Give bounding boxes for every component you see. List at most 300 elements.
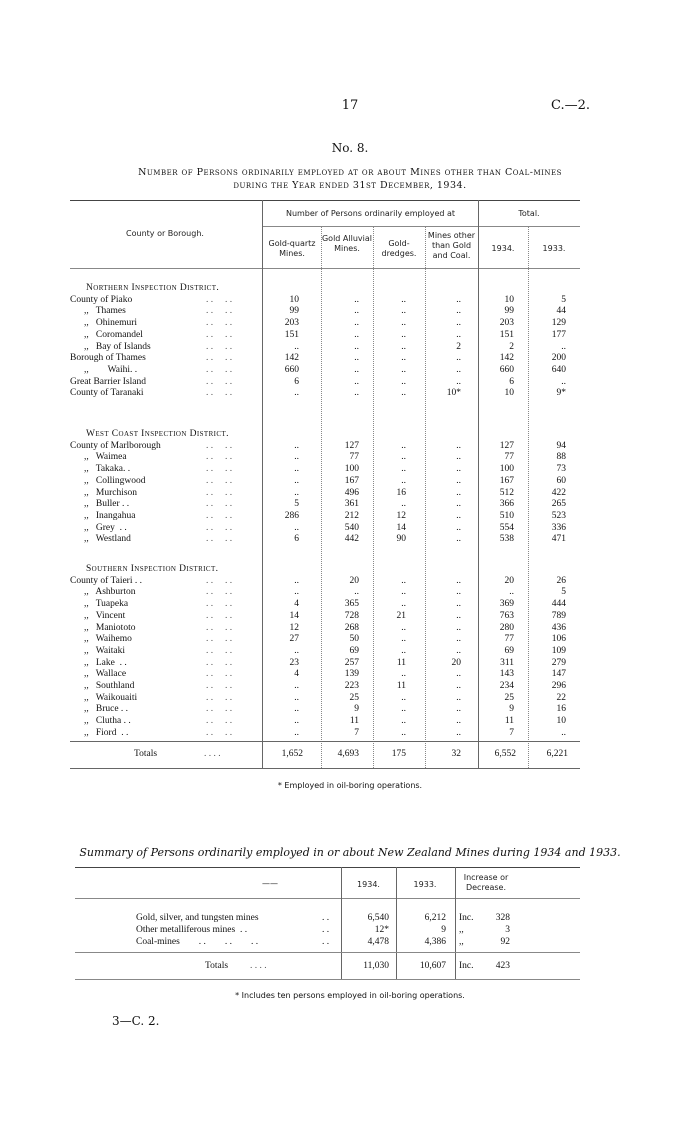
cell-other-mines: .. [456, 487, 461, 498]
cell-gold-dredges: .. [401, 704, 406, 715]
table-row [0, 387, 700, 399]
row-label: County of Taieri . . [70, 575, 142, 586]
summary-footnote: * Includes ten persons employed in oil-boring operations. [235, 991, 465, 1000]
row-dots: . . . . [206, 353, 233, 364]
cell-gold-dredges: .. [401, 294, 406, 305]
table-row [0, 692, 700, 704]
row-label: ,, Maniototo [84, 622, 136, 633]
cell-gold-quartz: .. [294, 727, 299, 738]
cell-1933: 436 [551, 622, 566, 633]
cell-gold-quartz: 151 [284, 329, 299, 340]
row-dots: . . . . [206, 657, 233, 668]
cell-1934: 69 [504, 645, 514, 656]
summary-row [0, 936, 700, 948]
summary-row [0, 924, 700, 936]
section-heading-text: Northern Inspection District. [86, 283, 220, 293]
cell-gold-quartz: 14 [289, 610, 299, 621]
cell-other-mines: .. [456, 499, 461, 510]
summary-cell-1934: 6,540 [367, 913, 389, 923]
table-row [0, 451, 700, 463]
table-row [0, 575, 700, 587]
cell-1934: 7 [509, 727, 514, 738]
summary-change-type: ,, [459, 925, 464, 935]
cell-gold-alluvial: 540 [344, 522, 359, 533]
table-row [0, 586, 700, 598]
cell-other-mines: .. [456, 587, 461, 598]
table-row [0, 463, 700, 475]
summary-title: Summary of Persons ordinarily employed in or about New Zealand Mines during 1934 and 1933. [79, 846, 621, 859]
cell-gold-dredges: .. [401, 329, 406, 340]
cell-1934: 10 [504, 294, 514, 305]
row-dots: . . . . [206, 645, 233, 656]
page-number: 17 [341, 98, 359, 113]
cell-other-mines: .. [456, 364, 461, 375]
cell-gold-quartz: .. [294, 681, 299, 691]
cell-other-mines: 2 [456, 341, 461, 352]
cell-1933: 88 [556, 452, 566, 463]
cell-1934: 99 [504, 306, 514, 317]
cell-gold-alluvial: 167 [344, 475, 359, 486]
row-label: ,, Bruce . . [84, 704, 129, 715]
cell-other-mines: .. [456, 692, 461, 703]
row-dots: . . . . [206, 681, 233, 691]
row-label: ,, Lake . . [84, 657, 127, 668]
cell-gold-dredges: .. [401, 692, 406, 703]
cell-1934: 554 [499, 522, 514, 533]
cell-gold-dredges: .. [401, 364, 406, 375]
cell-1934: 660 [499, 364, 514, 375]
row-label: ,, Southland [84, 681, 135, 691]
col-gold-alluvial: Gold Alluvial Mines. [321, 234, 372, 253]
cell-other-mines: .. [456, 716, 461, 727]
cell-1933: 129 [551, 318, 566, 329]
cell-gold-alluvial: 127 [344, 440, 359, 451]
row-label: County of Piako [70, 294, 133, 305]
summary-change-value: 328 [495, 913, 510, 923]
cell-1933: 5 [561, 294, 566, 305]
cell-1933: 44 [556, 306, 566, 317]
summary-change-type: ,, [459, 937, 464, 947]
cell-1934: 369 [499, 599, 514, 610]
cell-1934: 2 [509, 341, 514, 352]
cell-1934: 77 [504, 634, 514, 645]
cell-gold-quartz: .. [294, 692, 299, 703]
cell-1934: 127 [499, 440, 514, 451]
summary-cell-1933: 9 [441, 925, 446, 935]
col-gold-quartz: Gold-quartz Mines. [268, 239, 316, 258]
summary-row-dots: . . [322, 925, 330, 935]
row-label: ,, Waimea [84, 452, 127, 463]
row-dots: . . . . [206, 318, 233, 329]
cell-gold-alluvial: .. [354, 341, 359, 352]
cell-gold-quartz: .. [294, 522, 299, 533]
cell-gold-quartz: .. [294, 464, 299, 475]
cell-1934: 366 [499, 499, 514, 510]
summary-row-label: Coal-mines . . . . . . [136, 937, 259, 947]
cell-gold-dredges: 14 [396, 522, 406, 533]
row-dots: . . . . [206, 522, 233, 533]
row-dots: . . . . [206, 452, 233, 463]
cell-1933: 640 [551, 364, 566, 375]
table-title [60, 166, 640, 192]
total-1934: 6,552 [494, 749, 516, 759]
cell-gold-alluvial: 25 [349, 692, 359, 703]
cell-gold-alluvial: 212 [344, 510, 359, 521]
cell-gold-alluvial: .. [354, 376, 359, 387]
table-row [0, 510, 700, 522]
cell-gold-dredges: .. [401, 634, 406, 645]
cell-1934: 25 [504, 692, 514, 703]
cell-gold-alluvial: 139 [344, 669, 359, 680]
cell-1933: 73 [556, 464, 566, 475]
total-gold-dredges: 175 [391, 749, 406, 759]
cell-other-mines: .. [456, 575, 461, 586]
cell-gold-quartz: .. [294, 645, 299, 656]
cell-1934: 9 [509, 704, 514, 715]
cell-other-mines: .. [456, 645, 461, 656]
cell-gold-alluvial: .. [354, 364, 359, 375]
cell-1933: .. [561, 376, 566, 387]
cell-gold-dredges: 12 [396, 510, 406, 521]
cell-other-mines: .. [456, 464, 461, 475]
cell-gold-quartz: .. [294, 475, 299, 486]
cell-gold-dredges: .. [401, 645, 406, 656]
cell-other-mines: .. [456, 318, 461, 329]
table-row [0, 680, 700, 692]
totals-row [0, 748, 700, 760]
row-dots: . . . . [206, 534, 233, 545]
row-dots: . . . . [206, 294, 233, 305]
table-row [0, 498, 700, 510]
cell-other-mines: .. [456, 610, 461, 621]
cell-other-mines: .. [456, 622, 461, 633]
cell-gold-quartz: .. [294, 388, 299, 399]
cell-gold-quartz: .. [294, 716, 299, 727]
summary-row [0, 912, 700, 924]
table-row [0, 317, 700, 329]
cell-1934: 510 [499, 510, 514, 521]
cell-1934: .. [509, 587, 514, 598]
cell-1934: 142 [499, 353, 514, 364]
row-label: ,, Waikouaiti [84, 692, 138, 703]
cell-1933: 422 [551, 487, 566, 498]
cell-1934: 6 [509, 376, 514, 387]
cell-gold-alluvial: .. [354, 353, 359, 364]
cell-other-mines: .. [456, 353, 461, 364]
cell-1933: 296 [551, 681, 566, 691]
total-1933: 6,221 [546, 749, 568, 759]
cell-other-mines: .. [456, 329, 461, 340]
section-heading [0, 563, 700, 575]
summary-totals-dots: . . . . [250, 961, 267, 971]
cell-gold-dredges: .. [401, 376, 406, 387]
cell-1933: 22 [556, 692, 566, 703]
row-dots: . . . . [206, 329, 233, 340]
summary-cell-1934: 4,478 [367, 937, 389, 947]
summary-row-dots: . . [322, 913, 330, 923]
cell-gold-dredges: .. [401, 599, 406, 610]
summary-col-1934: 1934. [357, 880, 380, 889]
section-heading-text: Southern Inspection District. [86, 564, 219, 574]
summary-change-type: Inc. [459, 913, 474, 923]
cell-1934: 763 [499, 610, 514, 621]
row-label: ,, Inangahua [84, 510, 136, 521]
cell-gold-alluvial: .. [354, 294, 359, 305]
table-row [0, 727, 700, 739]
cell-other-mines: .. [456, 306, 461, 317]
cell-1934: 311 [500, 657, 514, 668]
cell-1934: 77 [504, 452, 514, 463]
group-total-header: Total. [518, 209, 540, 218]
row-dots: . . . . [206, 634, 233, 645]
cell-gold-alluvial: 77 [349, 452, 359, 463]
row-dots: . . . . [206, 610, 233, 621]
cell-gold-dredges: .. [401, 499, 406, 510]
cell-gold-dredges: .. [401, 727, 406, 738]
cell-gold-alluvial: 728 [344, 610, 359, 621]
cell-gold-quartz: 27 [289, 634, 299, 645]
cell-gold-dredges: .. [401, 306, 406, 317]
row-dots: . . . . [206, 599, 233, 610]
cell-gold-dredges: .. [401, 575, 406, 586]
cell-gold-alluvial: 257 [344, 657, 359, 668]
row-label: ,, Waihi. . [84, 364, 138, 375]
table-row [0, 329, 700, 341]
table-row [0, 598, 700, 610]
row-label: ,, Clutha . . [84, 716, 131, 727]
cell-gold-dredges: 11 [396, 657, 406, 668]
row-label: ,, Coromandel [84, 329, 143, 340]
title-line-1: Number of Persons ordinarily employed at or about Mines other than Coal-mines [138, 167, 562, 178]
total-other-mines: 32 [451, 749, 461, 759]
cell-gold-dredges: .. [401, 464, 406, 475]
totals-dots: . . . . [204, 749, 221, 759]
table-row [0, 622, 700, 634]
cell-gold-quartz: 4 [294, 599, 299, 610]
cell-gold-quartz: 4 [294, 669, 299, 680]
col-1934: 1934. [491, 244, 515, 253]
summary-cell-1933: 6,212 [424, 913, 446, 923]
row-dots: . . . . [206, 464, 233, 475]
totals-label: Totals [134, 749, 158, 759]
cell-1934: 538 [499, 534, 514, 545]
row-dots: . . . . [206, 669, 233, 680]
cell-gold-dredges: .. [401, 353, 406, 364]
cell-gold-alluvial: .. [354, 306, 359, 317]
cell-gold-alluvial: 7 [354, 727, 359, 738]
row-label: ,, Fiord . . [84, 727, 129, 738]
table-row [0, 645, 700, 657]
cell-1934: 143 [499, 669, 514, 680]
row-label: County of Taranaki [70, 388, 144, 399]
cell-1933: 16 [556, 704, 566, 715]
table-row [0, 294, 700, 306]
cell-gold-alluvial: .. [354, 587, 359, 598]
cell-1933: 471 [551, 534, 566, 545]
cell-gold-quartz: 23 [289, 657, 299, 668]
cell-gold-quartz: 12 [289, 622, 299, 633]
table-row [0, 715, 700, 727]
summary-blank-header: —— [262, 879, 278, 888]
row-label: ,, Vincent [84, 610, 126, 621]
summary-row-dots: . . [322, 937, 330, 947]
cell-other-mines: .. [456, 681, 461, 691]
cell-1934: 11 [504, 716, 514, 727]
summary-row-label: Gold, silver, and tungsten mines [136, 913, 259, 923]
cell-1933: 106 [551, 634, 566, 645]
cell-gold-dredges: 90 [396, 534, 406, 545]
summary-col-change: Increase or Decrease. [463, 873, 509, 892]
cell-gold-dredges: .. [401, 318, 406, 329]
total-gold-alluvial: 4,693 [337, 749, 359, 759]
table-row [0, 633, 700, 645]
cell-gold-dredges: .. [401, 622, 406, 633]
row-label: ,, Ashburton [84, 587, 136, 598]
summary-cell-1933: 4,386 [424, 937, 446, 947]
row-label: ,, Murchison [84, 487, 138, 498]
cell-gold-dredges: 11 [396, 681, 406, 691]
document-reference: C.—2. [550, 98, 590, 113]
row-dots: . . . . [206, 692, 233, 703]
cell-other-mines: 10* [446, 388, 461, 399]
row-dots: . . . . [206, 388, 233, 399]
row-label: ,, Waihemo [84, 634, 132, 645]
cell-gold-quartz: 99 [289, 306, 299, 317]
cell-gold-alluvial: 442 [344, 534, 359, 545]
cell-other-mines: .. [456, 452, 461, 463]
cell-other-mines: .. [456, 475, 461, 486]
summary-cell-1934: 12* [374, 925, 389, 935]
row-label: ,, Tuapeka [84, 599, 129, 610]
cell-gold-quartz: .. [294, 575, 299, 586]
table-row [0, 668, 700, 680]
cell-gold-dredges: .. [401, 440, 406, 451]
cell-gold-dredges: 21 [396, 610, 406, 621]
cell-gold-dredges: .. [401, 716, 406, 727]
table-row [0, 533, 700, 545]
summary-total-change-value: 423 [495, 961, 510, 971]
cell-1934: 151 [499, 329, 514, 340]
footer-reference: 3—C. 2. [112, 1014, 160, 1028]
table-row [0, 341, 700, 353]
row-dots: . . . . [206, 364, 233, 375]
cell-1933: 523 [551, 510, 566, 521]
table-row [0, 487, 700, 499]
title-line-2: during the Year ended 31st December, 1934. [233, 180, 467, 191]
cell-gold-dredges: .. [401, 475, 406, 486]
col-county-header: County or Borough. [126, 229, 204, 238]
row-label: ,, Ohinemuri [84, 318, 138, 329]
table-row [0, 352, 700, 364]
cell-other-mines: .. [456, 376, 461, 387]
cell-gold-quartz: .. [294, 587, 299, 598]
row-dots: . . . . [206, 306, 233, 317]
summary-change-value: 3 [505, 925, 510, 935]
table-row [0, 703, 700, 715]
cell-other-mines: 20 [451, 657, 461, 668]
cell-gold-quartz: .. [294, 341, 299, 352]
cell-1933: 789 [551, 610, 566, 621]
row-dots: . . . . [206, 499, 233, 510]
summary-total-1934: 11,030 [363, 961, 389, 971]
table-row [0, 376, 700, 388]
cell-gold-dredges: .. [401, 452, 406, 463]
row-label: Great Barrier Island [70, 376, 146, 387]
row-dots: . . . . [206, 575, 233, 586]
row-label: ,, Westland [84, 534, 131, 545]
cell-gold-quartz: 6 [294, 534, 299, 545]
cell-gold-quartz: .. [294, 452, 299, 463]
row-dots: . . . . [206, 704, 233, 715]
cell-gold-alluvial: 9 [354, 704, 359, 715]
cell-1933: .. [561, 341, 566, 352]
summary-change-value: 92 [500, 937, 510, 947]
cell-gold-quartz: 660 [284, 364, 299, 375]
row-label: ,, Waitaki [84, 645, 126, 656]
section-heading [0, 428, 700, 440]
cell-1933: 5 [561, 587, 566, 598]
row-label: Borough of Thames [70, 353, 146, 364]
section-heading-text: West Coast Inspection District. [86, 429, 229, 439]
cell-gold-alluvial: 361 [344, 499, 359, 510]
table-row [0, 522, 700, 534]
cell-gold-alluvial: 69 [349, 645, 359, 656]
col-other-mines: Mines other than Gold and Coal. [427, 231, 476, 260]
table-row [0, 610, 700, 622]
cell-1933: 177 [551, 329, 566, 340]
cell-gold-quartz: 6 [294, 376, 299, 387]
cell-gold-dredges: 16 [396, 487, 406, 498]
table-row [0, 364, 700, 376]
cell-1934: 280 [499, 622, 514, 633]
cell-1933: 109 [551, 645, 566, 656]
cell-other-mines: .. [456, 294, 461, 305]
cell-1934: 100 [499, 464, 514, 475]
cell-1933: 26 [556, 575, 566, 586]
cell-1933: 94 [556, 440, 566, 451]
summary-totals-label: Totals [205, 961, 229, 971]
row-dots: . . . . [206, 587, 233, 598]
row-label: ,, Takaka. . [84, 464, 131, 475]
cell-gold-quartz: 142 [284, 353, 299, 364]
cell-gold-alluvial: .. [354, 388, 359, 399]
row-dots: . . . . [206, 475, 233, 486]
summary-totals-row [0, 960, 700, 972]
cell-gold-quartz: 203 [284, 318, 299, 329]
cell-gold-alluvial: 100 [344, 464, 359, 475]
cell-1933: 60 [556, 475, 566, 486]
col-1933: 1933. [542, 244, 566, 253]
cell-gold-alluvial: 50 [349, 634, 359, 645]
cell-gold-alluvial: 496 [344, 487, 359, 498]
cell-other-mines: .. [456, 669, 461, 680]
row-dots: . . . . [206, 727, 233, 738]
cell-1934: 167 [499, 475, 514, 486]
cell-gold-quartz: .. [294, 487, 299, 498]
row-label: ,, Buller . . [84, 499, 130, 510]
cell-gold-dredges: .. [401, 341, 406, 352]
row-label: ,, Wallace [84, 669, 127, 680]
table-row [0, 657, 700, 669]
summary-total-1933: 10,607 [419, 961, 446, 971]
cell-gold-quartz: .. [294, 704, 299, 715]
cell-gold-quartz: 10 [289, 294, 299, 305]
cell-1934: 234 [499, 681, 514, 691]
cell-gold-alluvial: 268 [344, 622, 359, 633]
cell-1934: 512 [499, 487, 514, 498]
table-row [0, 475, 700, 487]
cell-gold-dredges: .. [401, 587, 406, 598]
